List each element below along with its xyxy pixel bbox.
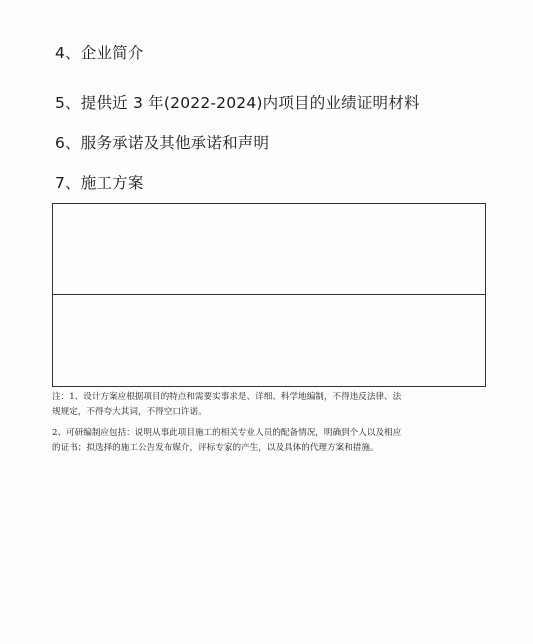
section-heading-6 <box>55 133 269 153</box>
section-heading-7 <box>55 173 144 193</box>
section-heading-4 <box>55 43 144 63</box>
note-1-line-2: 规规定，不得夸大其词，不得空口许诺。 <box>52 407 207 417</box>
note-2-line-1: 2、可研编制应包括：说明从事此项目施工的相关专业人员的配备情况，明确到个人以及相应 <box>52 428 402 438</box>
section-title: 企业简介 <box>80 44 144 62</box>
table-divider <box>53 294 485 295</box>
section-number: 7、 <box>55 174 81 192</box>
section-number: 5、 <box>55 94 81 112</box>
construction-plan-table <box>52 203 486 387</box>
note-2 <box>52 426 492 456</box>
section-title: 提供近 3 年(2022-2024)内项目的业绩证明材料 <box>80 94 420 112</box>
section-title: 服务承诺及其他承诺和声明 <box>80 134 270 152</box>
section-number: 6、 <box>55 134 81 152</box>
note-1-line-1: 注：1、设计方案应根据项目的特点和需要实事求是、详细、科学地编制，不得违反法律、法 <box>52 392 402 402</box>
section-number: 4、 <box>55 44 81 62</box>
section-title: 施工方案 <box>80 174 144 192</box>
note-1 <box>52 390 492 420</box>
note-2-line-2: 的证书；拟选择的施工公告发布媒介，评标专家的产生，以及具体的代理方案和措施。 <box>52 443 379 453</box>
section-heading-5 <box>55 93 420 113</box>
